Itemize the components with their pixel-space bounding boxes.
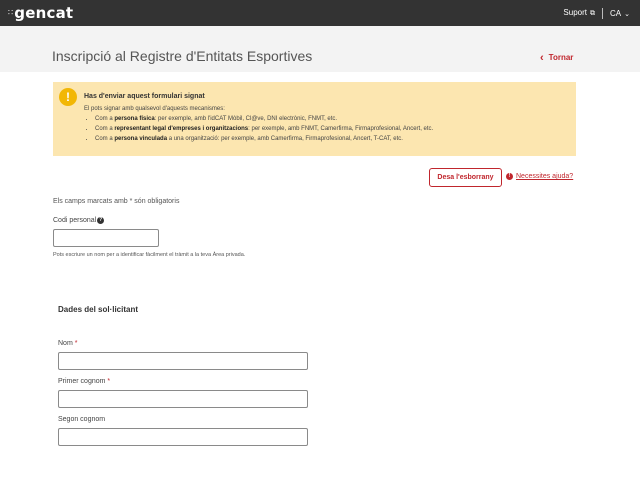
alert-circle-icon: ! bbox=[506, 173, 513, 180]
gencat-logo[interactable] bbox=[8, 4, 73, 22]
language-selector[interactable] bbox=[610, 9, 630, 18]
name-label bbox=[58, 340, 77, 347]
top-nav bbox=[563, 8, 630, 19]
personal-code-label bbox=[53, 217, 104, 224]
help-question-icon[interactable]: ? bbox=[99, 217, 103, 223]
first-surname-label bbox=[58, 378, 110, 385]
second-surname-input[interactable] bbox=[58, 428, 308, 446]
page-title: Inscripció al Registre d'Entitats Esportives bbox=[52, 48, 313, 64]
notice-title: Has d'enviar aquest formulari signat bbox=[84, 93, 205, 100]
chevron-down-icon: ⌄ bbox=[624, 10, 630, 18]
name-label-text: Nom bbox=[58, 340, 73, 347]
required-marker: * bbox=[74, 340, 78, 347]
help-label: Necessites ajuda? bbox=[516, 173, 574, 180]
required-marker: * bbox=[107, 378, 111, 385]
save-draft-button[interactable]: Desa l'esborrany bbox=[429, 168, 502, 187]
notice-list bbox=[95, 114, 433, 144]
nav-divider bbox=[602, 8, 603, 19]
applicant-section-title: Dades del sol·licitant bbox=[58, 305, 139, 314]
notice-intro: El pots signar amb qualsevol d'aquests mecanismes: bbox=[84, 106, 225, 112]
language-label: CA bbox=[610, 8, 622, 18]
signature-notice bbox=[53, 82, 576, 156]
required-note: Els camps marcats amb * són obligatoris bbox=[53, 198, 180, 205]
logo-text: gencat bbox=[14, 4, 74, 22]
top-bar bbox=[0, 0, 640, 26]
external-link-icon: ⧉ bbox=[590, 10, 595, 17]
list-item: • Com a persona física: per exemple, amb l'idCAT Mòbil, Cl@ve, DNI electrònic, FNMT, etc. bbox=[95, 114, 433, 124]
support-label: Suport bbox=[563, 8, 587, 17]
name-input[interactable] bbox=[58, 352, 308, 370]
personal-code-input[interactable] bbox=[53, 229, 159, 247]
back-label: Tornar bbox=[548, 53, 574, 62]
warning-icon: ! bbox=[59, 88, 77, 106]
help-link[interactable] bbox=[506, 173, 573, 180]
second-surname-label: Segon cognom bbox=[58, 416, 106, 423]
support-link[interactable] bbox=[563, 8, 595, 18]
back-link[interactable] bbox=[540, 53, 573, 62]
logo-mark: ∷ bbox=[8, 8, 14, 17]
personal-code-label-text: Codi personal bbox=[53, 217, 97, 224]
list-item: • Com a persona vinculada a una organització: per exemple, amb Camerfirma, Firmaprofesional, Ancert, T-CAT, etc. bbox=[95, 134, 433, 144]
first-surname-label-text: Primer cognom bbox=[58, 378, 106, 385]
list-item: • Com a representant legal d'empreses i organitzacions: per exemple, amb FNMT, Camerfirma, Firmaprofesional, Ancert, etc. bbox=[95, 124, 433, 134]
first-surname-input[interactable] bbox=[58, 390, 308, 408]
chevron-left-icon: ‹ bbox=[540, 51, 544, 64]
personal-code-hint: Pots escriure un nom per a identificar fàcilment el tràmit a la teva Àrea privada. bbox=[53, 252, 246, 258]
